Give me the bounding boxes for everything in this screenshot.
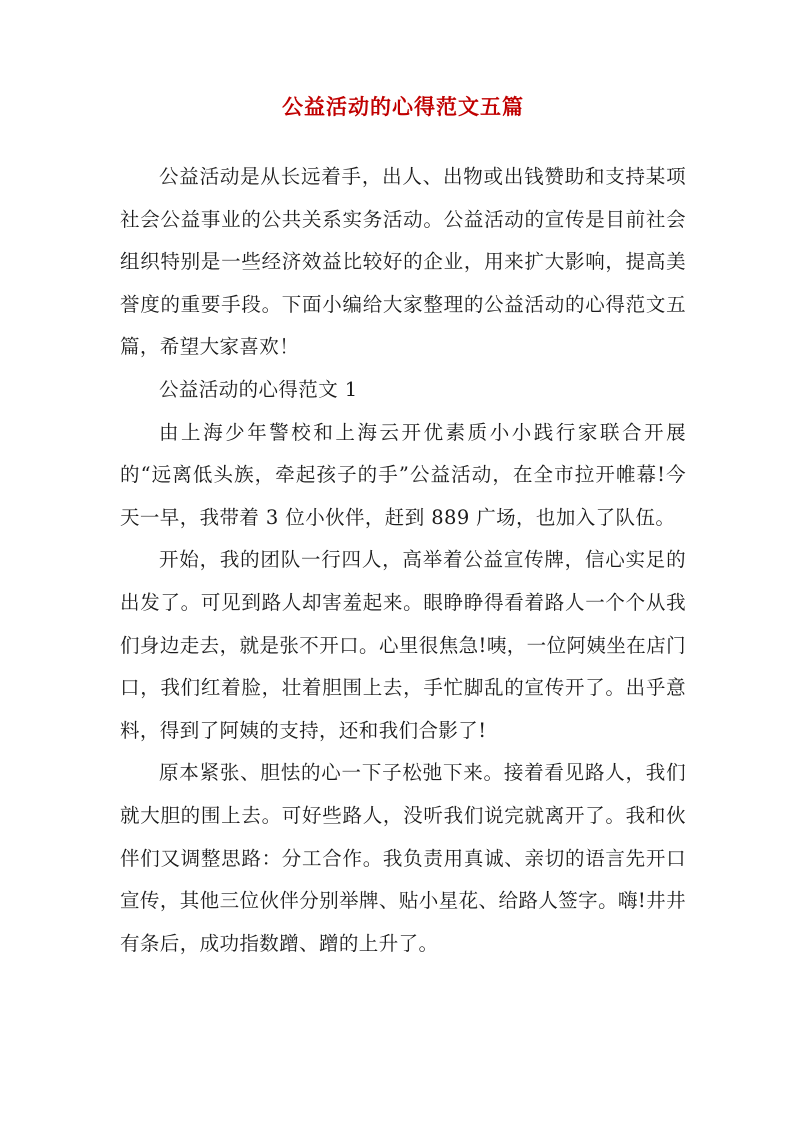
body-paragraph-2: 开始，我的团队一行四人，高举着公益宣传牌，信心实足的出发了。可见到路人却害羞起来。眼睁睁得看着路人一个个从我们身边走去，就是张不开口。心里很焦急!咦，一位阿姨坐在店门口，我们红着脸，壮着胆围上去，手忙脚乱的宣传开了。出乎意料，得到了阿姨的支持，还和我们合影了! — [120, 548, 686, 742]
section-heading: 公益活动的心得范文 1 — [159, 377, 358, 401]
body-paragraph-1: 由上海少年警校和上海云开优素质小小践行家联合开展的“远离低头族，牵起孩子的手”公益活动，在全市拉开帷幕!今天一早，我带着 3 位小伙伴，赶到 889 广场，也加入了队伍。 — [120, 420, 686, 529]
body-paragraph-3: 原本紧张、胆怯的心一下子松弛下来。接着看见路人，我们就大胆的围上去。可好些路人，没听我们说完就离开了。我和伙伴们又调整思路：分工合作。我负责用真诚、亲切的语言先开口宣传，其他三位伙伴分别举牌、贴小星花、给路人签字。嗨!井井有条后，成功指数蹭、蹭的上升了。 — [120, 761, 686, 955]
document-title: 公益活动的心得范文五篇 — [282, 94, 524, 119]
intro-paragraph: 公益活动是从长远着手，出人、出物或出钱赞助和支持某项社会公益事业的公共关系实务活动。公益活动的宣传是目前社会组织特别是一些经济效益比较好的企业，用来扩大影响，提高美誉度的重要手段。下面小编给大家整理的公益活动的心得范文五篇，希望大家喜欢！ — [120, 165, 686, 359]
document-page — [120, 92, 686, 965]
